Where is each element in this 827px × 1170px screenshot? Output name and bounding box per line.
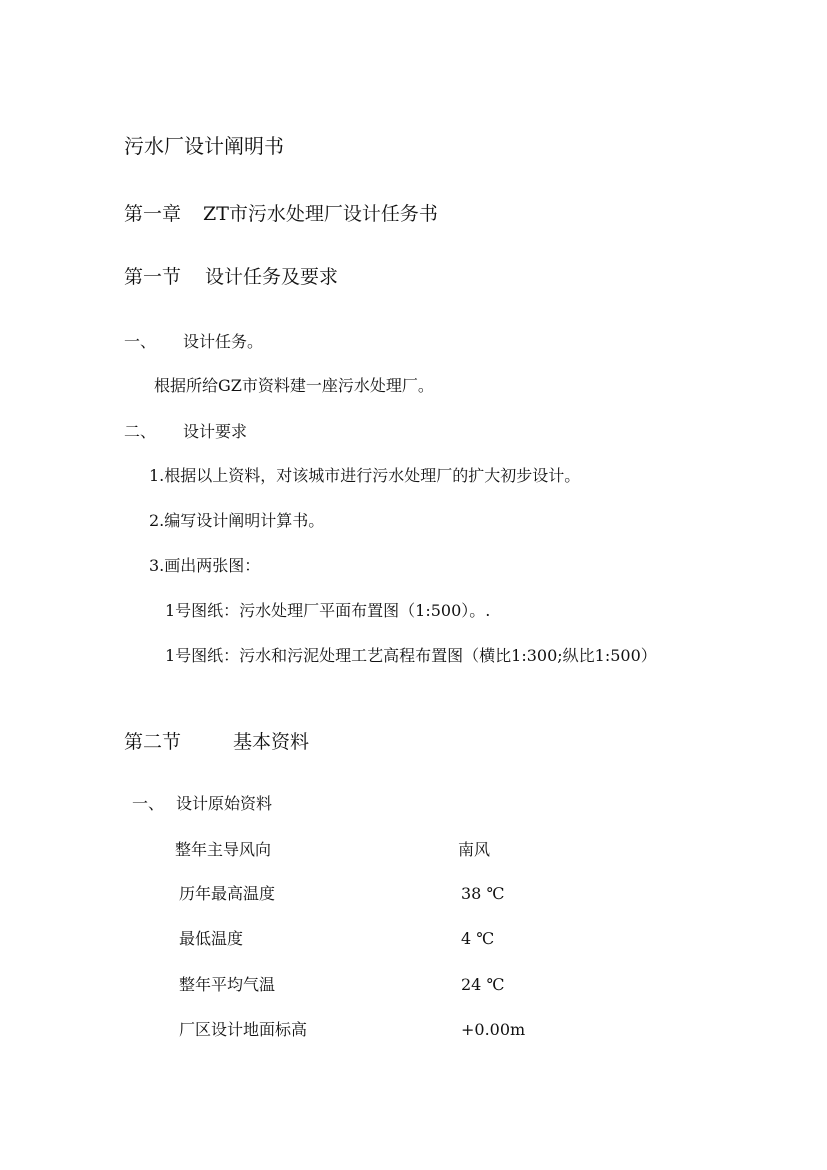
- requirement-item-2: 2.编写设计阐明计算书。: [149, 511, 325, 530]
- requirement-item-3: 3.画出两张图：: [149, 556, 261, 575]
- chapter-title: ZT市污水处理厂设计任务书: [203, 203, 438, 225]
- section1-title: 设计任务及要求: [205, 266, 339, 288]
- data-row-name: 最低温度: [179, 929, 244, 948]
- requirement-item-1: 1.根据以上资料，对该城市进行污水处理厂的扩大初步设计。: [149, 466, 581, 485]
- chapter-heading: [124, 205, 438, 224]
- item2-title: 设计要求: [183, 422, 248, 441]
- item1-heading: [124, 334, 263, 350]
- section1-label: 第一节: [124, 266, 182, 288]
- data-row-name: 历年最高温度: [179, 884, 276, 903]
- drawing-item-1: 1号图纸：污水处理厂平面布置图（1:500）。.: [165, 601, 491, 620]
- item1-num: 一、: [124, 332, 157, 351]
- section2-heading: [124, 733, 309, 752]
- item1-title: 设计任务。: [183, 332, 264, 351]
- data-row-value: 4 ℃: [461, 929, 495, 948]
- section2-title: 基本资料: [233, 731, 310, 753]
- section2-item1-title: 设计原始资料: [176, 794, 273, 813]
- section1-heading: [124, 268, 338, 287]
- data-row-name: 整年平均气温: [179, 975, 276, 994]
- section2-label: 第二节: [124, 731, 182, 753]
- section2-item1-num: 一、: [132, 794, 165, 813]
- data-row-value: 南风: [458, 840, 491, 859]
- data-row-value: 24 ℃: [461, 975, 505, 994]
- data-row-name: 整年主导风向: [175, 840, 272, 859]
- data-row-value: +0.00m: [461, 1020, 526, 1039]
- item2-heading: [124, 424, 247, 440]
- drawing-item-2: 1号图纸：污水和污泥处理工艺高程布置图（横比1:300;纵比1:500）: [165, 646, 657, 665]
- data-row-name: 厂区设计地面标高: [179, 1020, 308, 1039]
- item1-text: 根据所给GZ市资料建一座污水处理厂。: [154, 376, 434, 395]
- section2-item1-heading: [132, 796, 272, 812]
- chapter-label: 第一章: [124, 203, 182, 225]
- item2-num: 二、: [124, 422, 157, 441]
- doc-title: 污水厂设计阐明书: [124, 134, 284, 158]
- data-row-value: 38 ℃: [461, 884, 505, 903]
